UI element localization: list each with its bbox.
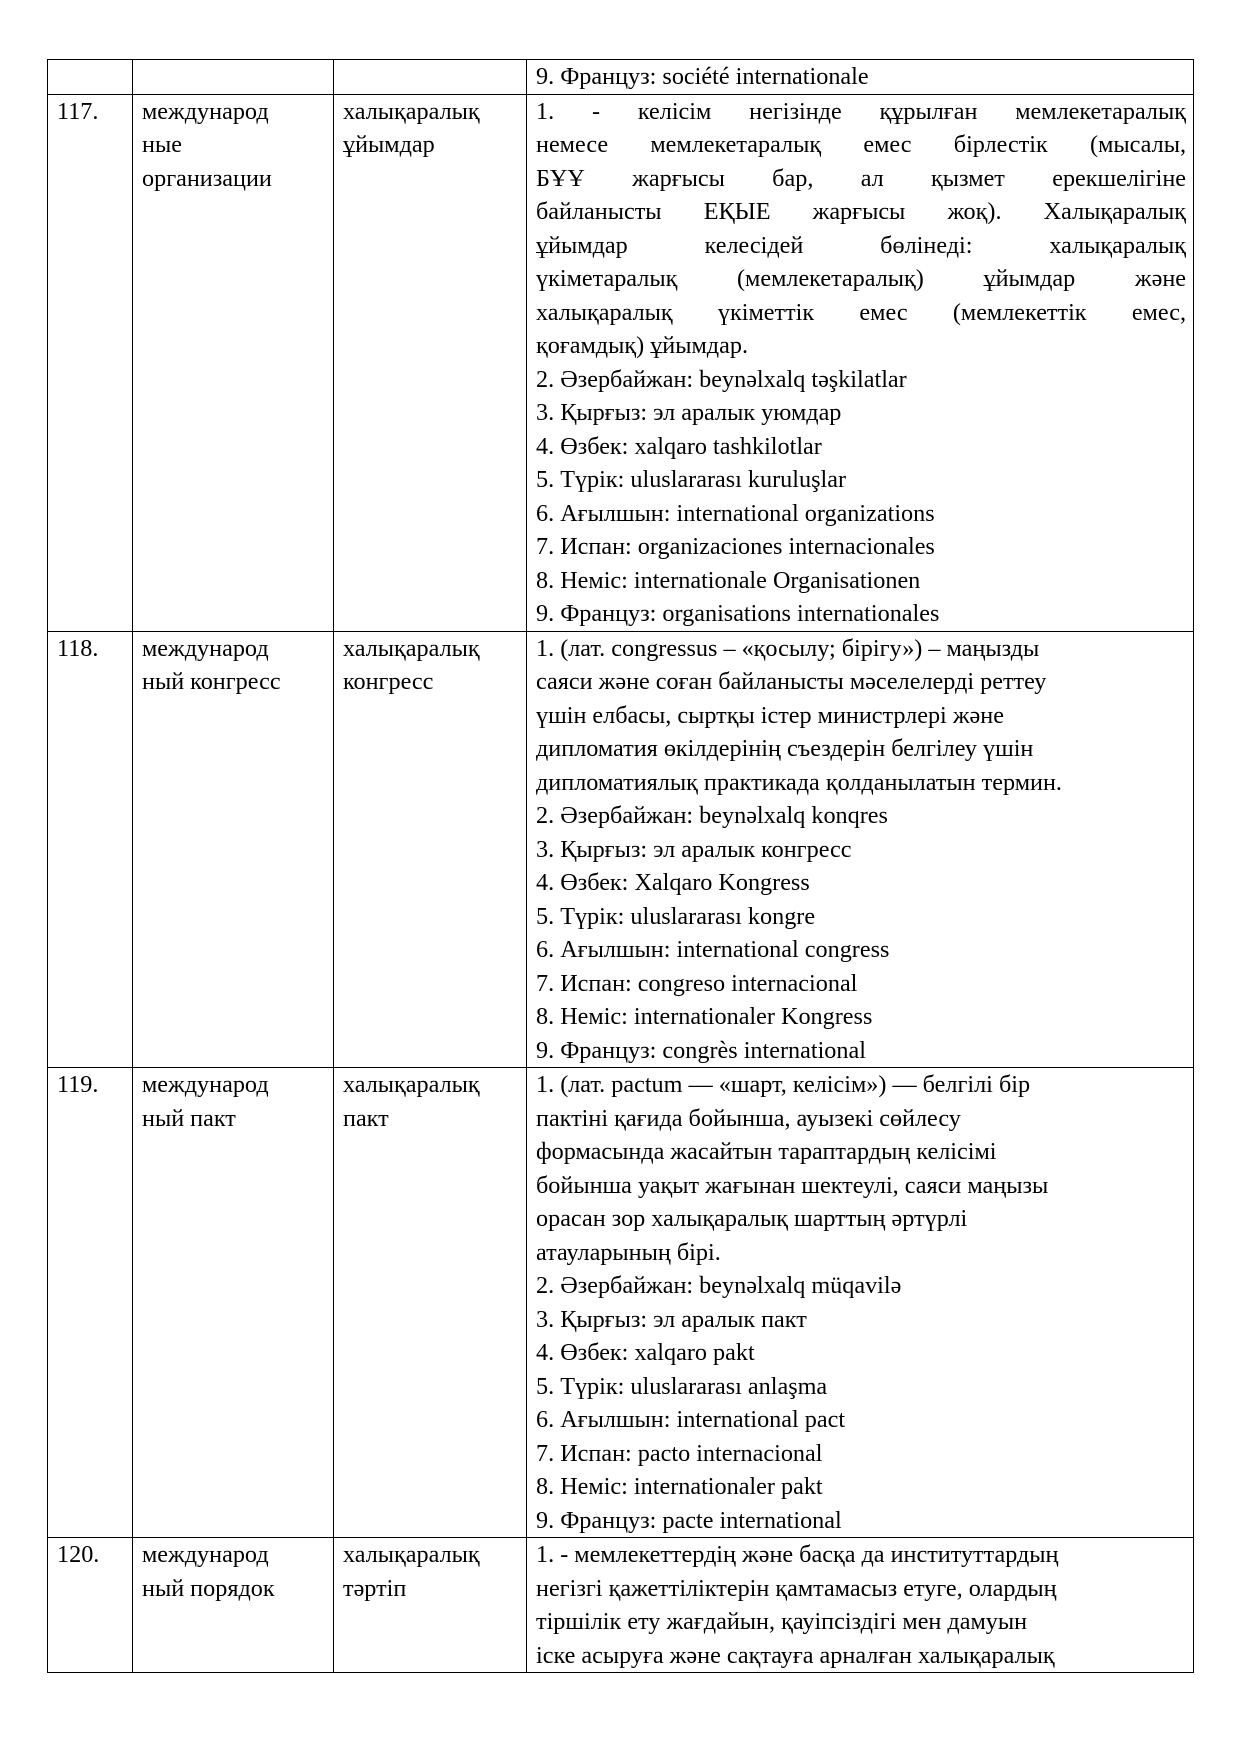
kazakh-term (334, 631, 527, 1068)
entry-number (48, 1068, 133, 1538)
entry-number (48, 60, 133, 95)
translation-line: 8. Неміс: internationaler pakt (536, 1473, 823, 1500)
translation-line: 4. Өзбек: xalqaro pakt (536, 1339, 755, 1366)
translation-line: 9. Француз: congrès international (536, 1036, 866, 1064)
entry-number-text: 120. (57, 1541, 100, 1568)
definition-line: халықаралық үкіметтік емес (мемлекеттік емес, (536, 298, 1186, 326)
definition-line: БҰҰ жарғысы бар, ал қызмет ерекшелігіне (536, 164, 1186, 192)
russian-term (133, 94, 334, 631)
entry-number (48, 631, 133, 1068)
definition-cell (527, 60, 1194, 95)
russian-term (133, 60, 334, 95)
glossary-table (47, 59, 1194, 1673)
entry-number-text: 119. (57, 1071, 99, 1098)
russian-term-line: ный пакт (142, 1104, 236, 1132)
translation-line: 8. Неміс: internationaler Kongress (536, 1003, 873, 1030)
table-row (48, 1538, 1194, 1673)
definition-cell (527, 1068, 1194, 1538)
kazakh-term-line: пакт (343, 1104, 389, 1132)
table-row (48, 631, 1194, 1068)
russian-term-line: ный порядок (142, 1574, 275, 1602)
table-row (48, 94, 1194, 631)
russian-term-line: организации (142, 164, 272, 192)
translation-line: 8. Неміс: internationale Organisationen (536, 566, 921, 594)
russian-term (133, 631, 334, 1068)
definition-line: негізгі қажеттіліктерін қамтамасыз етуге, олардың (536, 1574, 1057, 1602)
definition-line: қоғамдық) ұйымдар. (536, 332, 748, 359)
glossary-body (48, 60, 1194, 1673)
definition-line: дипломатиялық практикада қолданылатын термин. (536, 768, 1062, 796)
translation-line: 7. Испан: congreso internacional (536, 969, 858, 997)
kazakh-term-line: тәртіп (343, 1574, 407, 1602)
definition-line: дипломатия өкілдерінің съездерін белгілеу үшін (536, 735, 1034, 762)
entry-number (48, 1538, 133, 1673)
definition-cell (527, 94, 1194, 631)
kazakh-term (334, 60, 527, 95)
translation-line: 5. Түрік: uluslararası anlaşma (536, 1372, 828, 1400)
kazakh-term-line: халықаралық (343, 1541, 480, 1568)
kazakh-term-line: конгресс (343, 668, 434, 695)
kazakh-term (334, 94, 527, 631)
definition-line: формасында жасайтын тараптардың келісімі (536, 1138, 997, 1165)
russian-term-line: международ (142, 97, 269, 125)
translation-line: 2. Әзербайжан: beynəlxalq təşkilatlar (536, 365, 907, 393)
translation-line: 4. Өзбек: xalqaro tashkilotlar (536, 432, 822, 460)
translation-line: 6. Ағылшын: international congress (536, 936, 890, 963)
translation-line: 9. Француз: société internationale (536, 63, 869, 90)
definition-line: атауларының бірі. (536, 1238, 721, 1266)
definition-cell (527, 631, 1194, 1068)
definition-line: бойынша уақыт жағынан шектеулі, саяси маңызы (536, 1171, 1049, 1199)
translation-line: 7. Испан: organizaciones internacionales (536, 533, 935, 560)
russian-term-line: международ (142, 634, 269, 662)
definition-line: пактіні қағида бойынша, ауызекі сөйлесу (536, 1104, 961, 1132)
translation-line: 6. Ағылшын: international organizations (536, 499, 935, 527)
definition-line: үкіметаралық (мемлекетаралық) ұйымдар және (536, 265, 1186, 292)
translation-line: 7. Испан: pacto internacional (536, 1439, 823, 1467)
definition-line: 1. (лат. pactum — «шарт, келісім») — белгілі бір (536, 1071, 1031, 1098)
definition-line: тіршілік ету жағдайын, қауіпсіздігі мен дамуын (536, 1608, 1028, 1635)
definition-line: үшін елбасы, сыртқы істер министрлері және (536, 701, 1004, 729)
russian-term-line: международ (142, 1071, 269, 1098)
kazakh-term (334, 1538, 527, 1673)
translation-line: 5. Түрік: uluslararası kongre (536, 902, 816, 930)
definition-line: саяси және соған байланысты мәселелерді реттеу (536, 668, 1047, 695)
entry-number (48, 94, 133, 631)
table-row (48, 1068, 1194, 1538)
russian-term-line: международ (142, 1541, 269, 1568)
translation-line: 9. Француз: organisations internationales (536, 600, 940, 627)
russian-term-line: ный конгресс (142, 668, 281, 695)
kazakh-term-line: халықаралық (343, 1071, 480, 1098)
kazakh-term-line: ұйымдар (343, 131, 435, 158)
russian-term-line: ные (142, 131, 182, 158)
definition-line: іске асыруға және сақтауға арналған халықаралық (536, 1641, 1055, 1669)
definition-line: 1. (лат. congressus – «қосылу; бірігу») – маңызды (536, 634, 1040, 662)
translation-line: 2. Әзербайжан: beynəlxalq müqavilə (536, 1272, 902, 1299)
definition-line: байланысты ЕҚЫЕ жарғысы жоқ). Халықаралық (536, 198, 1186, 225)
translation-line: 3. Қырғыз: эл аралык уюмдар (536, 399, 842, 426)
definition-line: орасан зор халықаралық шарттың әртүрлі (536, 1205, 968, 1232)
definition-line: ұйымдар келесідей бөлінеді: халықаралық (536, 231, 1186, 259)
kazakh-term-line: халықаралық (343, 634, 480, 662)
table-row (48, 60, 1194, 95)
translation-line: 5. Түрік: uluslararası kuruluşlar (536, 466, 846, 493)
definition-line: 1. - келісім негізінде құрылған мемлекетаралық (536, 97, 1186, 125)
translation-line: 3. Қырғыз: эл аралык конгресс (536, 835, 852, 863)
kazakh-term (334, 1068, 527, 1538)
kazakh-term-line: халықаралық (343, 97, 480, 125)
russian-term (133, 1068, 334, 1538)
translation-line: 9. Француз: pacte international (536, 1506, 842, 1534)
translation-line: 2. Әзербайжан: beynəlxalq konqres (536, 802, 888, 829)
definition-line: немесе мемлекетаралық емес бірлестік (мысалы, (536, 131, 1186, 158)
translation-line: 4. Өзбек: Xalqaro Kongress (536, 869, 810, 896)
entry-number-text: 118. (57, 634, 99, 662)
translation-line: 6. Ағылшын: international pact (536, 1406, 846, 1433)
definition-cell (527, 1538, 1194, 1673)
entry-number-text (57, 60, 125, 94)
translation-line: 3. Қырғыз: эл аралык пакт (536, 1305, 807, 1333)
russian-term (133, 1538, 334, 1673)
definition-line: 1. - мемлекеттердің және басқа да институттардың (536, 1541, 1059, 1568)
entry-number-text: 117. (57, 97, 99, 125)
